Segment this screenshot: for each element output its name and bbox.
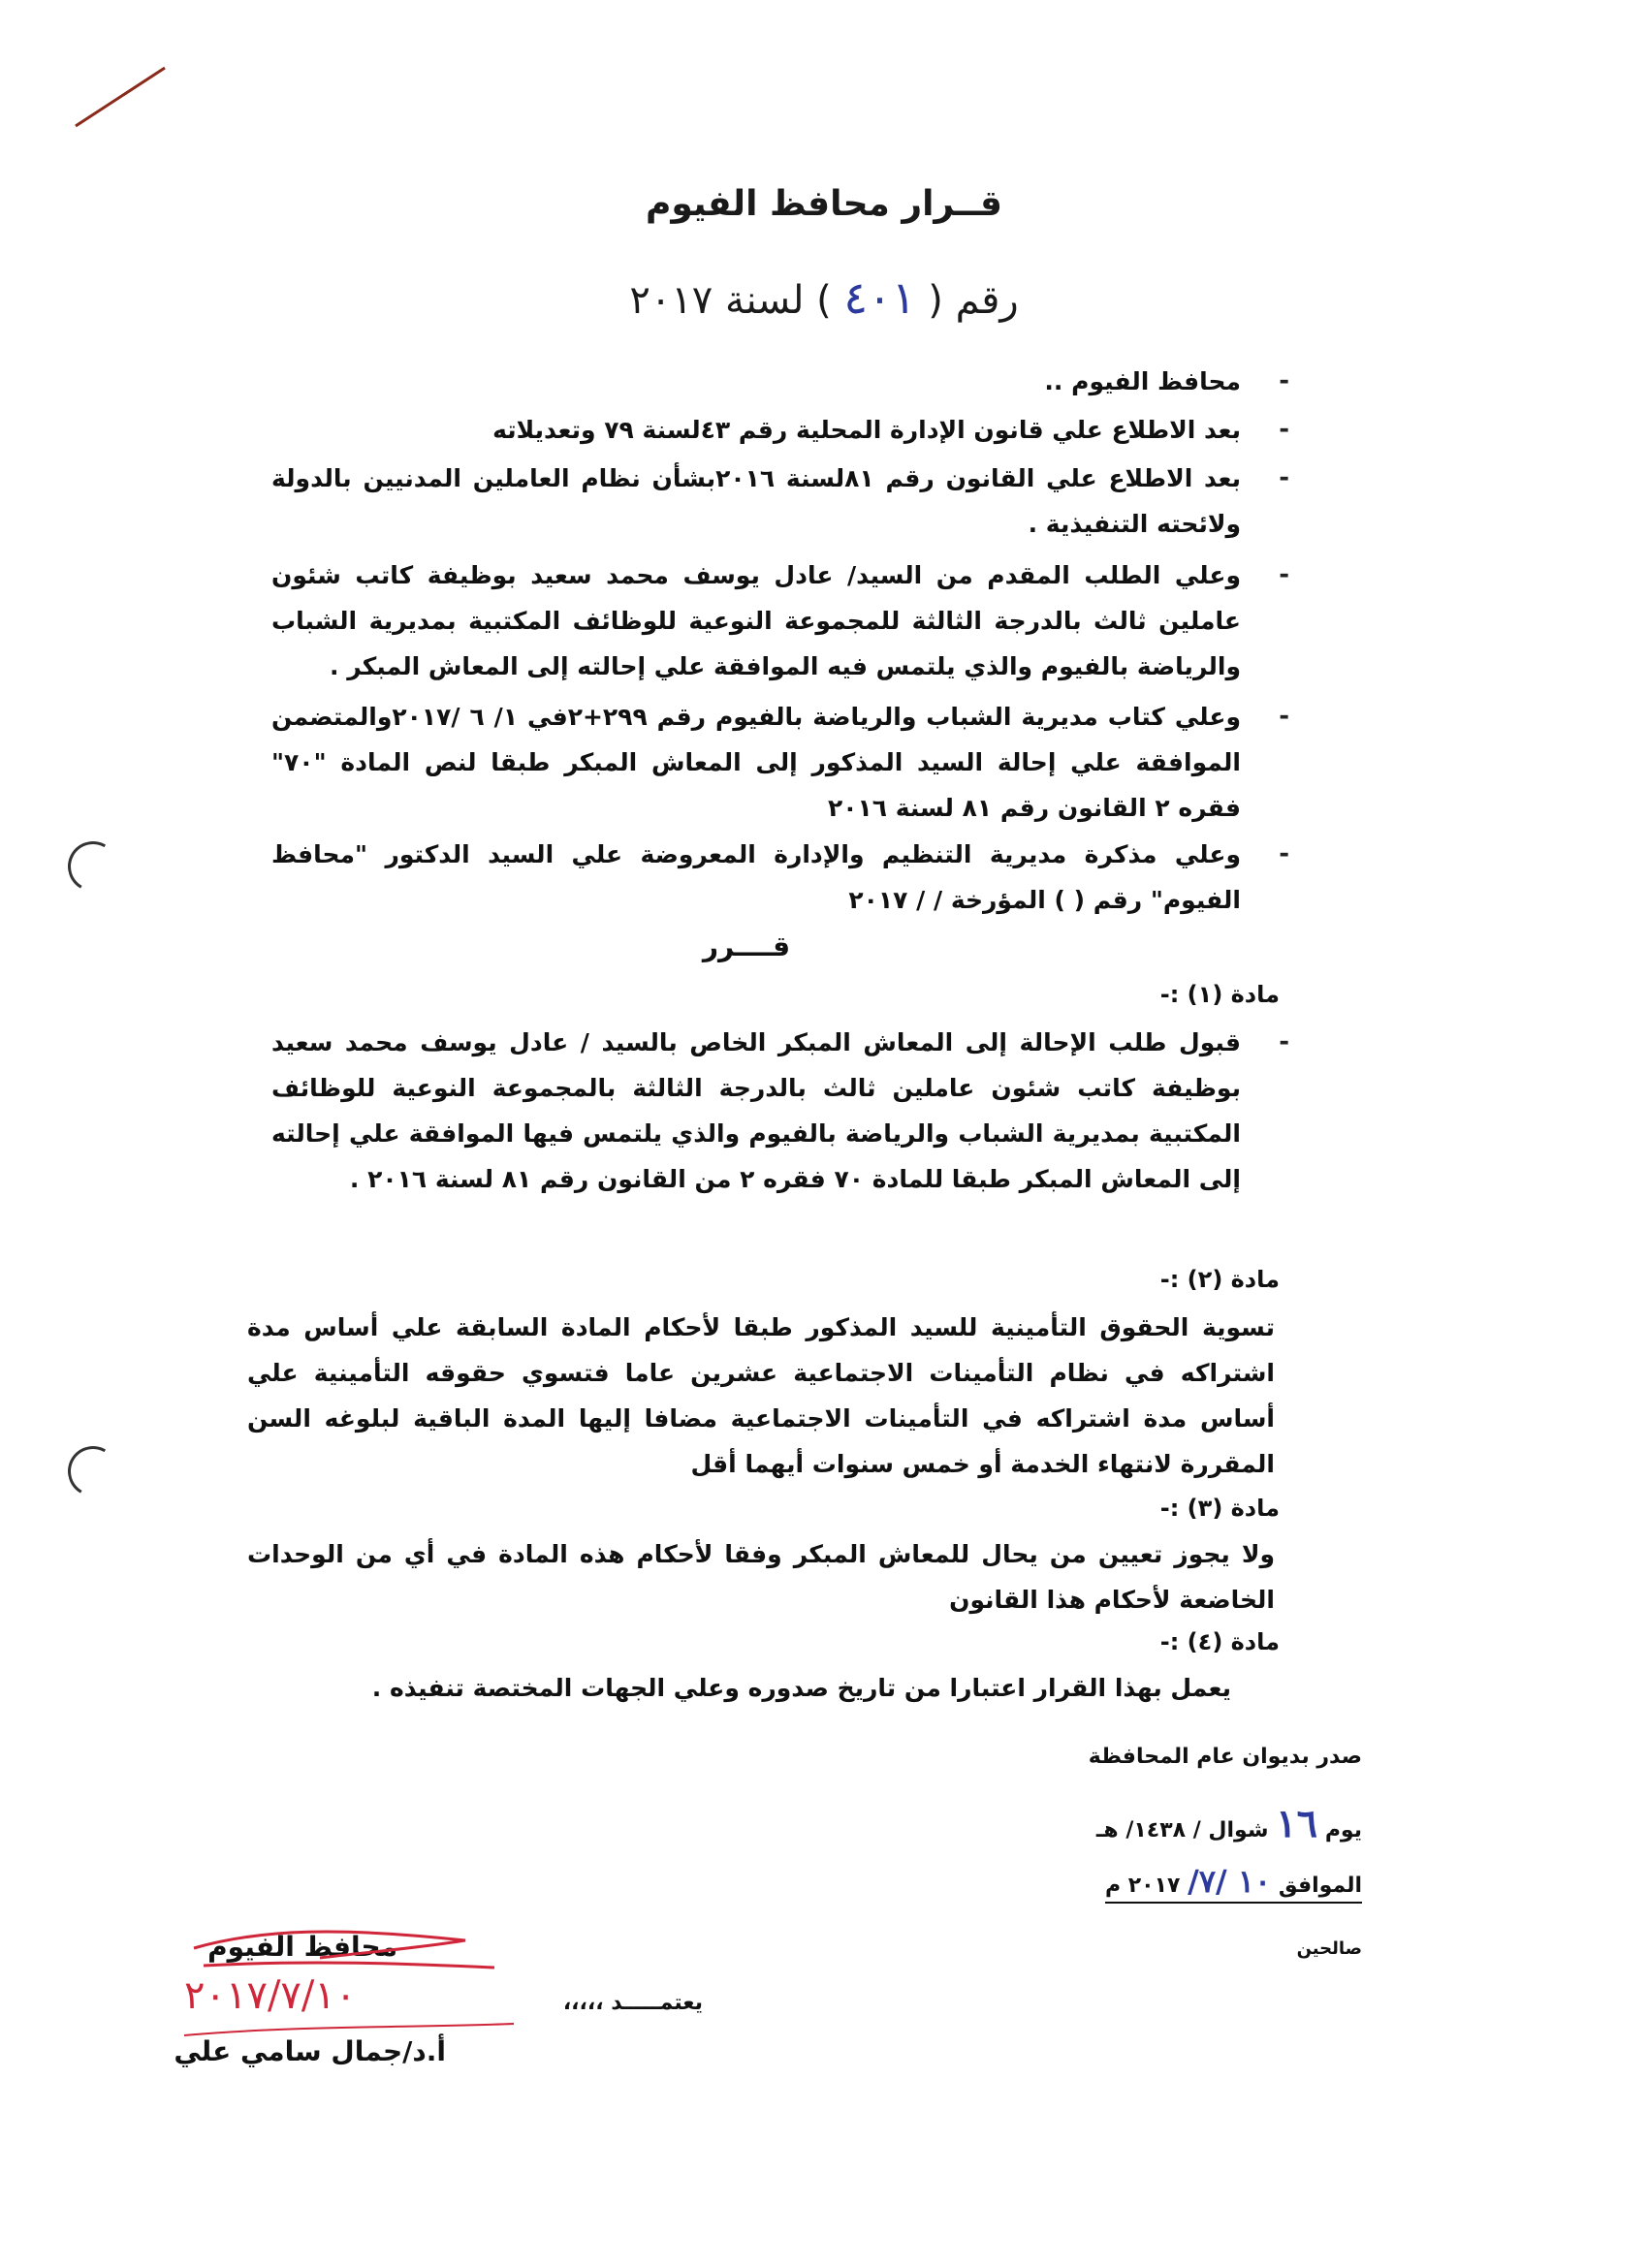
decree-title: قــرار محافظ الفيوم	[646, 184, 1002, 224]
preamble-item-1: بعد الاطلاع علي قانون الإدارة المحلية رقم ٤٣لسنة ٧٩ وتعديلاته	[492, 416, 1241, 444]
bullet-mark: -	[1279, 366, 1289, 395]
decision-heading: قــــرر	[702, 930, 791, 962]
punch-hole-icon	[62, 1440, 124, 1502]
preamble-item-5: وعلي مذكرة مديرية التنظيم والإدارة المعروضة علي السيد الدكتور "محافظ الفيوم" رقم ( ) المؤرخة / / ٢٠١٧	[271, 840, 1241, 914]
gregorian-date-line	[1105, 1863, 1362, 1904]
issued-place: صدر بديوان عام المحافظة	[1088, 1745, 1362, 1769]
preamble-item-4: وعلي كتاب مديرية الشباب والرياضة بالفيوم رقم ٢٩٩+٢في ١/ ٦ /٢٠١٧والمتضمن الموافقة علي إحالة السيد المذكور إلى المعاش المبكر طبقا لنص المادة "٧٠" فقره ٢ القانون رقم ٨١ لسنة ٢٠١٦	[271, 703, 1241, 822]
bullet-mark: -	[1279, 1027, 1289, 1056]
decree-number-suffix: ) لسنة ٢٠١٧	[629, 278, 832, 323]
gregorian-handwritten: ١٠ /٧/	[1188, 1863, 1272, 1900]
preamble-item-3: وعلي الطلب المقدم من السيد/ عادل يوسف محمد سعيد بوظيفة كاتب شئون عاملين ثالث بالدرجة الثالثة للمجموعة النوعية للوظائف المكتبية بمديرية الشباب والرياضة بالفيوم والذي يلتمس فيه الموافقة علي إحالته إلى المعاش المبكر .	[271, 561, 1241, 680]
decree-number-handwritten: ٤٠١	[843, 271, 916, 324]
hijri-date-line	[1096, 1801, 1362, 1846]
red-signature-scribble	[174, 1919, 533, 2055]
gregorian-rest: ٢٠١٧ م	[1104, 1874, 1181, 1898]
decree-number-prefix: رقم (	[928, 278, 1019, 323]
prepared-by: صالحين	[1296, 1938, 1362, 1959]
article-1-heading: مادة (١) :-	[1159, 981, 1280, 1008]
preamble-item-2: بعد الاطلاع علي القانون رقم ٨١لسنة ٢٠١٦بشأن نظام العاملين المدنيين بالدولة ولائحته التنفيذية .	[271, 464, 1241, 538]
governor-name: أ.د/جمال سامي علي	[174, 2035, 446, 2067]
bullet-mark: -	[1279, 415, 1289, 444]
governor-heading: محافظ الفيوم ..	[1044, 367, 1241, 395]
article-2-heading: مادة (٢) :-	[1159, 1266, 1280, 1293]
pen-stroke-mark	[68, 58, 174, 136]
bullet-mark: -	[1279, 560, 1289, 589]
hijri-rest: شوال / ١٤٣٨/ هـ	[1095, 1818, 1269, 1843]
governor-title: محافظ الفيوم	[207, 1931, 397, 1963]
hijri-prefix: يوم	[1324, 1818, 1362, 1843]
hijri-day-handwritten: ١٦	[1276, 1801, 1318, 1846]
bullet-mark: -	[1279, 702, 1289, 731]
handwritten-signature-date: ٢٠١٧/٧/١٠	[184, 1973, 357, 2018]
bullet-mark: -	[1279, 463, 1289, 492]
article-4-heading: مادة (٤) :-	[1159, 1628, 1280, 1655]
bullet-mark: -	[1279, 839, 1289, 868]
article-1-text: قبول طلب الإحالة إلى المعاش المبكر الخاص بالسيد / عادل يوسف محمد سعيد بوظيفة كاتب شئون عاملين ثالث بالدرجة الثالثة بالمجموعة النوعية للوظائف المكتبية بمديرية الشباب والرياضة بالفيوم والذي يلتمس فيها الموافقة علي إحالته إلى المعاش المبكر طبقا للمادة ٧٠ فقره ٢ من القانون رقم ٨١ لسنة ٢٠١٦ .	[271, 1028, 1241, 1193]
approve-label: يعتمـــــد ،،،،،	[562, 1991, 703, 2015]
decree-number-line	[0, 271, 1648, 324]
gregorian-prefix: الموافق	[1278, 1874, 1362, 1898]
article-2-text: تسوية الحقوق التأمينية للسيد المذكور طبقا لأحكام المادة السابقة علي أساس مدة اشتراكه في نظام التأمينات الاجتماعية عشرين عاما فتسوي حقوقه التأمينية علي أساس مدة اشتراكه في التأمينات الاجتماعية مضافا إليها المدة الباقية لبلوغه السن المقررة لانتهاء الخدمة أو خمس سنوات أيهما أقل	[247, 1313, 1275, 1478]
article-3-heading: مادة (٣) :-	[1159, 1495, 1280, 1522]
article-3-text: ولا يجوز تعيين من يحال للمعاش المبكر وفقا لأحكام هذه المادة في أي من الوحدات الخاضعة لأحكام هذا القانون	[247, 1540, 1275, 1614]
article-4-text: يعمل بهذا القرار اعتبارا من تاريخ صدوره وعلي الجهات المختصة تنفيذه .	[371, 1674, 1231, 1702]
punch-hole-icon	[62, 835, 124, 898]
